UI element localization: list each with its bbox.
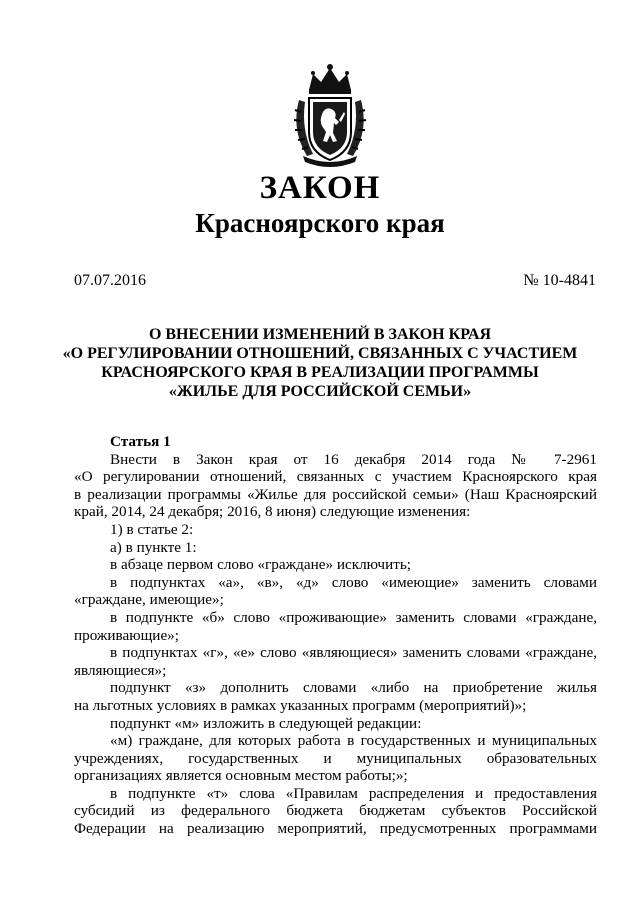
body-line: в подпунктах «г», «е» слово «являющиеся» заменить словами «граждане, bbox=[110, 644, 597, 662]
body-line: край, 2014, 24 декабря; 2016, 8 июня) следующие изменения: bbox=[74, 503, 471, 521]
body-line: учреждениях, государственных и муниципальных образовательных bbox=[74, 749, 597, 767]
law-subtitle: Красноярского края bbox=[195, 208, 445, 238]
body-line: 1) в статье 2: bbox=[110, 520, 194, 538]
body-line: а) в пункте 1: bbox=[110, 538, 197, 556]
body-line: Внести в Закон края от 16 декабря 2014 года № 7-2961 bbox=[110, 450, 597, 468]
body-line: в подпунктах «а», «в», «д» слово «имеющие» заменить словами bbox=[110, 573, 597, 591]
law-date: 07.07.2016 bbox=[74, 272, 146, 289]
body-line: в абзаце первом слово «граждане» исключить; bbox=[110, 556, 411, 574]
body-line: «О регулировании отношений, связанных с участием Красноярского края bbox=[74, 468, 597, 486]
law-number: № 10-4841 bbox=[523, 272, 596, 289]
article-title: Статья 1 bbox=[110, 433, 171, 450]
law-title: ЗАКОН bbox=[259, 170, 381, 206]
body-line: организациях является основным местом работы;»; bbox=[74, 767, 408, 785]
body-line: в подпункте «т» слова «Правилам распределения и предоставления bbox=[110, 784, 597, 802]
body-line: в реализации программы «Жилье для российской семьи» (Наш Красноярский bbox=[74, 485, 597, 503]
body-line: Федерации на реализацию мероприятий, предусмотренных программами bbox=[74, 820, 597, 838]
heading-line: КРАСНОЯРСКОГО КРАЯ В РЕАЛИЗАЦИИ ПРОГРАММЫ bbox=[101, 364, 539, 381]
body-line: подпункт «з» дополнить словами «либо на приобретение жилья bbox=[110, 679, 597, 697]
body-line: на льготных условиях в рамках указанных программ (мероприятий)»; bbox=[74, 696, 527, 714]
body-line: «м) граждане, для которых работа в государственных и муниципальных bbox=[110, 732, 597, 750]
heading-line: «ЖИЛЬЕ ДЛЯ РОССИЙСКОЙ СЕМЬИ» bbox=[168, 383, 472, 400]
body-line: субсидий из федерального бюджета бюджетам субъектов Российской bbox=[74, 802, 597, 820]
body-line: проживающие»; bbox=[74, 626, 179, 644]
law-body bbox=[74, 433, 597, 838]
law-heading bbox=[0, 325, 640, 401]
body-line: «граждане, имеющие»; bbox=[74, 591, 224, 609]
body-line: в подпункте «б» слово «проживающие» заменить словами «граждане, bbox=[110, 608, 597, 626]
heading-line: «О РЕГУЛИРОВАНИИ ОТНОШЕНИЙ, СВЯЗАННЫХ С УЧАСТИЕМ bbox=[62, 345, 578, 362]
krasnoyarsk-coat-of-arms-icon bbox=[289, 60, 371, 170]
body-line: являющиеся»; bbox=[74, 661, 167, 679]
heading-line: О ВНЕСЕНИИ ИЗМЕНЕНИЙ В ЗАКОН КРАЯ bbox=[148, 326, 492, 343]
body-line: подпункт «м» изложить в следующей редакции: bbox=[110, 714, 422, 732]
